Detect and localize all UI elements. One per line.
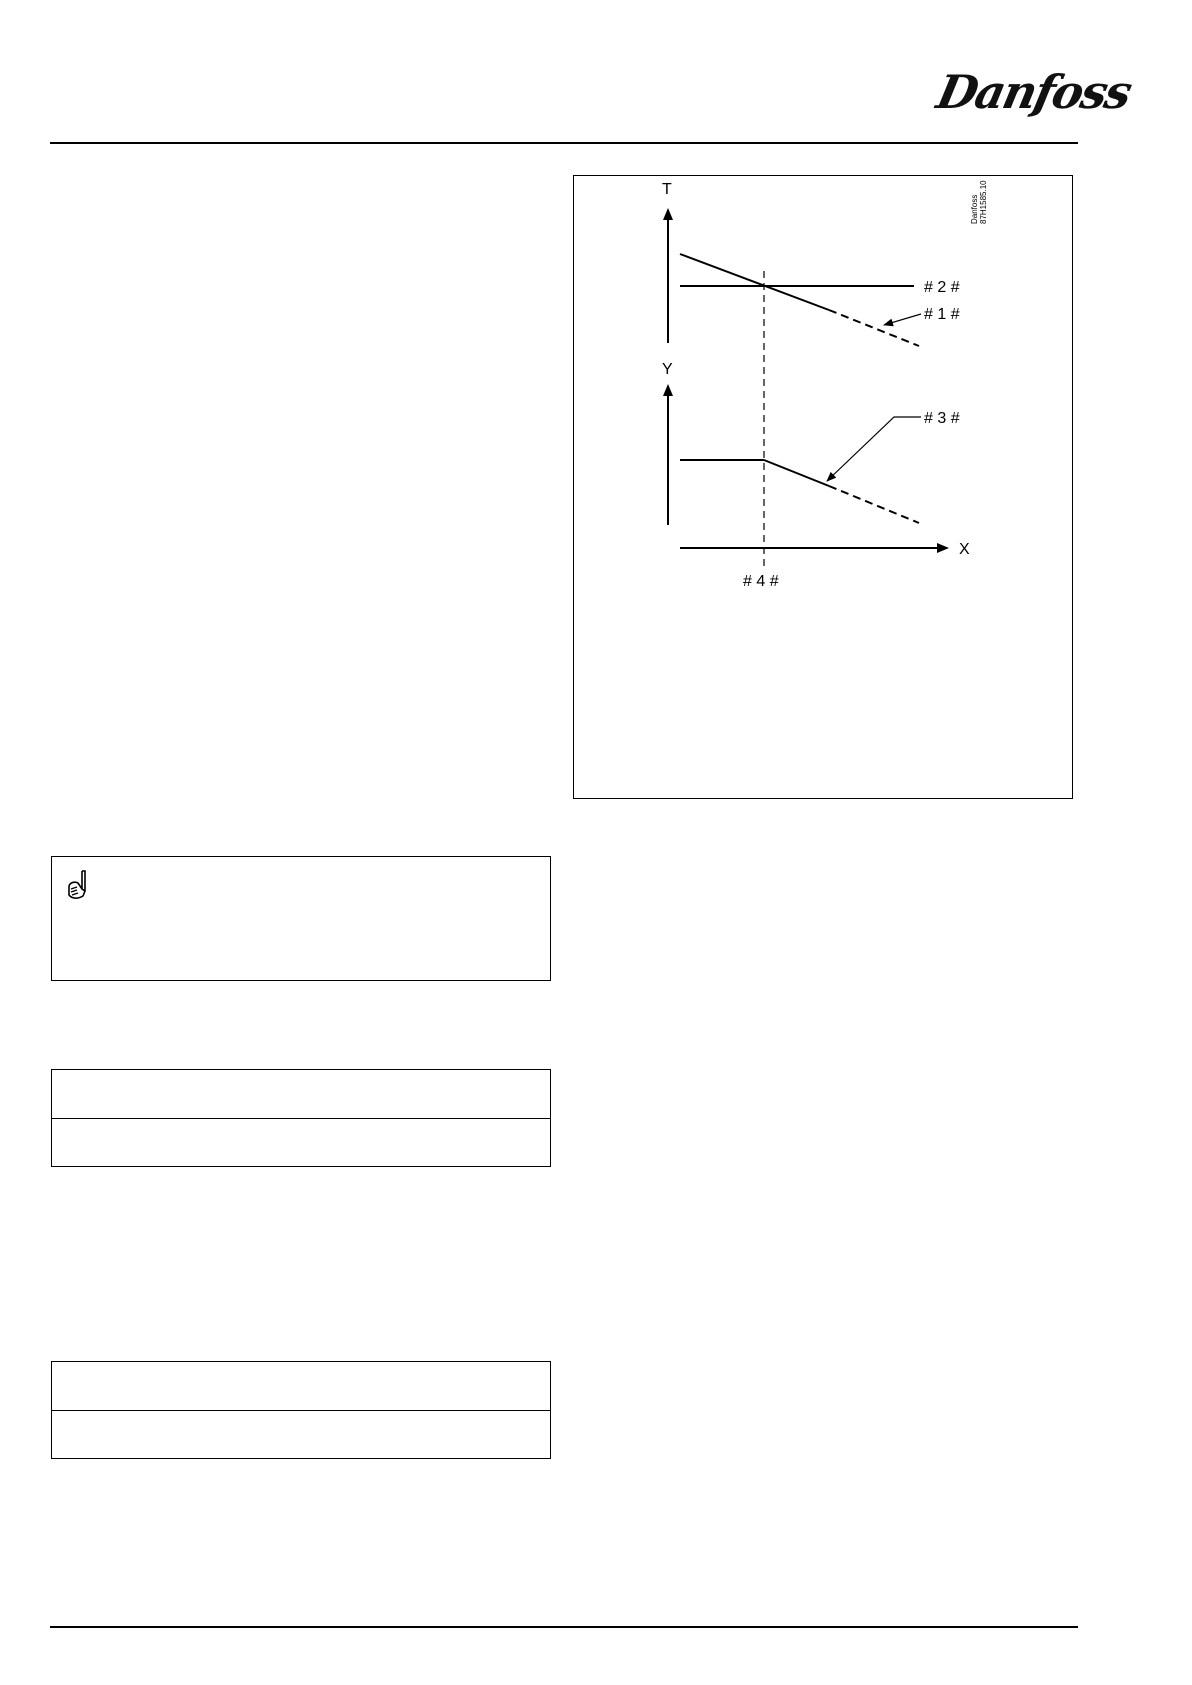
line-3-solid	[764, 460, 829, 486]
figure-code-line2: 87H1585.10	[979, 180, 988, 224]
callout-4-label: # 4 #	[743, 573, 779, 590]
callout-3-leader	[827, 417, 921, 481]
header-rule	[50, 142, 1078, 144]
figure-code-line1: Danfoss	[970, 194, 979, 224]
table-2-row-2	[52, 1410, 550, 1458]
table-1-row-1	[52, 1070, 550, 1118]
x-axis-label: X	[959, 541, 970, 558]
line-1-dashed	[829, 310, 919, 346]
y-axis-label: Y	[662, 361, 673, 378]
line-3-dashed	[829, 486, 919, 523]
table-2	[51, 1361, 551, 1459]
t-axis-label: T	[662, 181, 672, 198]
table-1	[51, 1069, 551, 1167]
line-1-solid	[680, 254, 829, 310]
danfoss-logo: Danfoss	[932, 65, 1136, 119]
callout-2-label: # 2 #	[924, 279, 960, 296]
callout-1-label: # 1 #	[924, 306, 960, 323]
callout-3-label: # 3 #	[924, 410, 960, 427]
pointing-hand-icon	[66, 869, 90, 901]
table-2-row-1	[52, 1362, 550, 1410]
footer-rule	[50, 1626, 1078, 1628]
figure-code	[970, 180, 988, 224]
callout-1-leader	[884, 314, 921, 325]
diagram-figure	[573, 175, 1073, 799]
note-box	[51, 856, 551, 981]
table-1-row-2	[52, 1118, 550, 1166]
diagram-svg	[574, 176, 1074, 800]
